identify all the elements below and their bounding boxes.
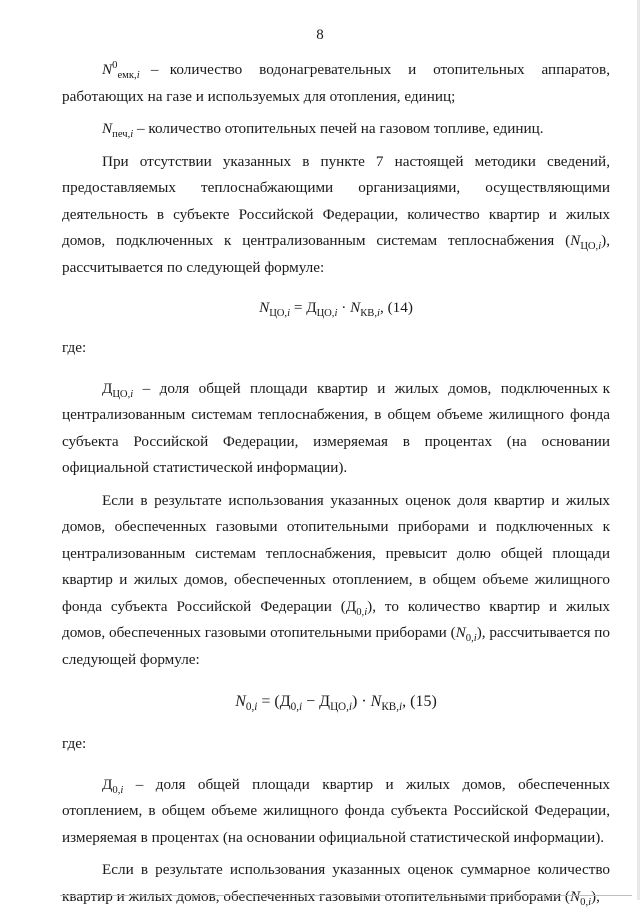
page-number: 8 <box>316 27 324 43</box>
formula-14: $N_{ЦО,i} = Д_{ЦО,i} \cdot N_{КВ,i}$, (14) <box>259 299 413 320</box>
definition-d-0: $Д_{0,i}$ – доля общей площади квартир и жилых домов, обеспеченных отоплением, в общем объеме жилищного фонда субъекта Российской Федерации, измеряемая в процентах (на основании официальной статистической информации). <box>62 775 610 846</box>
paragraph-exceed-condition: Если в результате использования указанных оценок доля квартир и жилых домов, обеспеченных газовыми отопительными приборами и подключенных к централизованным системам теплоснабжения, превысит долю общей площади квартир и жилых домов, обеспеченных отоплением, в общем объеме жилищного фонда субъекта Российской Федерации $(Д_{0,i})$, то количество квартир и жилых домов, обеспеченных газовыми отопительными приборами $(N_{0,i})$, рассчитывается по следующей формуле: <box>62 491 611 668</box>
paragraph-absence-of-data: При отсутствии указанных в пункте 7 настоящей методики сведений, предоставляемых теплоснабжающими организациями, осуществляющими деятельность в субъекте Российской Федерации, количество квартир и жилых домов, подключенных к централизованным системам теплоснабжения $(N_{ЦО,i})$, рассчитывается по следующей формуле: <box>62 152 610 276</box>
definition-d-co: $Д_{ЦО,i}$ – доля общей площади квартир и жилых домов, подключенных к централизованным системам теплоснабжения, в общем объеме жилищного фонда субъекта Российской Федерации, измеряемая в процентах (на основании официальной статистической информации). <box>62 379 610 476</box>
where-label: где: <box>62 339 87 356</box>
where-label: где: <box>62 735 87 752</box>
paragraph-total-count: Если в результате использования указанных оценок суммарное количество квартир и жилых домов, обеспеченных газовыми отопительными приборами $(N_{0,i})$, <box>62 861 610 908</box>
scan-edge-line <box>60 895 632 896</box>
page-body <box>62 57 610 916</box>
definition-n-emk: $N^0_{емк,i}$ – количество водонагревательных и отопительных аппаратов, работающих на газе и используемых для отопления, единиц; <box>62 59 610 105</box>
definition-n-pech: $N_{печ,i}$ – количество отопительных печей на газовом топливе, единиц. <box>102 120 544 141</box>
formula-15: $N_{0,i} = (Д_{0,i} - Д_{ЦО,i}) \cdot N_{КВ,i}$, (15) <box>235 693 437 714</box>
